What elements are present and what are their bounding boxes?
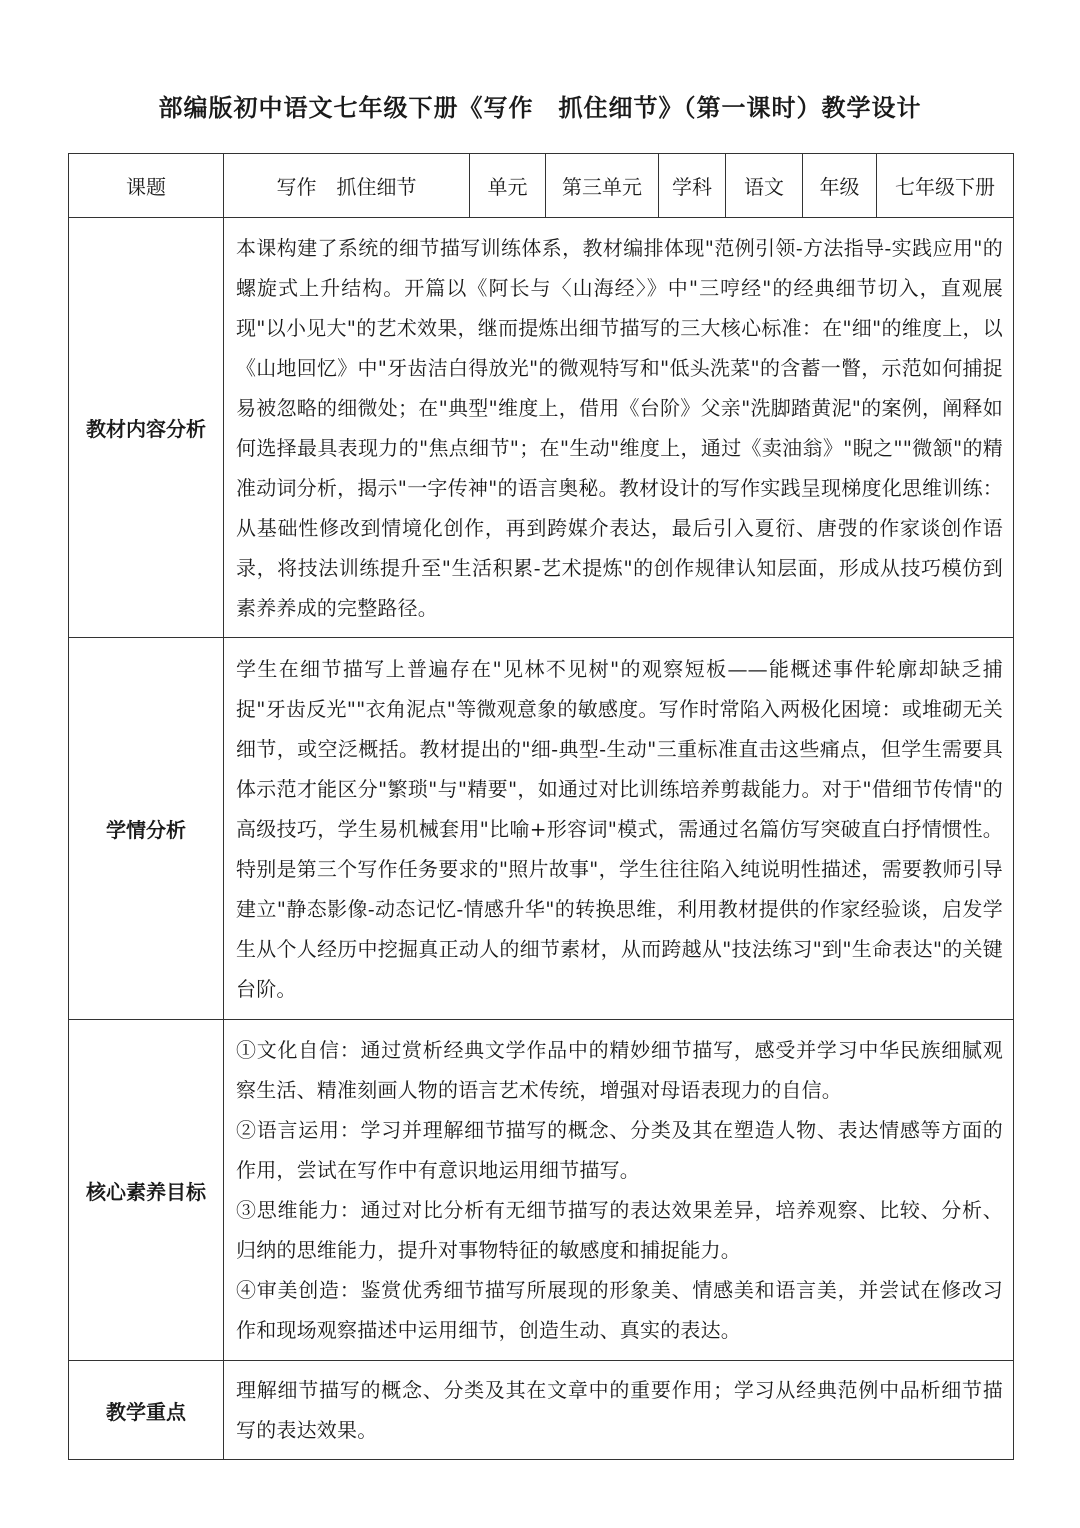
topic-label: 课题 [69, 154, 224, 218]
header-row [69, 154, 1014, 218]
analysis-label: 教材内容分析 [69, 218, 224, 638]
goal-item-language: ②语言运用：学习并理解细节描写的概念、分类及其在塑造人物、表达情感等方面的作用，尝试在写作中有意识地运用细节描写。 [236, 1118, 1003, 1182]
goal-item-culture: ①文化自信：通过赏析经典文学作品中的精妙细节描写，感受并学习中华民族细腻观察生活、精准刻画人物的语言艺术传统，增强对母语表现力的自信。 [236, 1038, 1003, 1102]
focus-label: 教学重点 [69, 1361, 224, 1460]
focus-row [69, 1361, 1014, 1460]
analysis-row [69, 218, 1014, 638]
analysis-text: 本课构建了系统的细节描写训练体系，教材编排体现"范例引领-方法指导-实践应用"的螺旋式上升结构。开篇以《阿长与〈山海经〉》中"三哼经"的经典细节切入，直观展现"以小见大"的艺术效果，继而提炼出细节描写的三大核心标准：在"细"的维度上，以《山地回忆》中"牙齿洁白得放光"的微观特写和"低头洗菜"的含蓄一瞥，示范如何捕捉易被忽略的细微处；在"典型"维度上，借用《台阶》父亲"洗脚踏黄泥"的案例，阐释如何选择最具表现力的"焦点细节"；在"生动"维度上，通过《卖油翁》"睨之""微颔"的精准动词分析，揭示"一字传神"的语言奥秘。教材设计的写作实践呈现梯度化思维训练：从基础性修改到情境化创作，再到跨媒介表达，最后引入夏衍、唐弢的作家谈创作语录，将技法训练提升至"生活积累-艺术提炼"的创作规律认知层面，形成从技巧模仿到素养养成的完整路径。 [236, 235, 1003, 620]
unit-value: 第三单元 [546, 154, 659, 218]
grade-value: 七年级下册 [877, 154, 1014, 218]
goals-label: 核心素养目标 [69, 1020, 224, 1361]
goal-item-thinking: ③思维能力：通过对比分析有无细节描写的表达效果差异，培养观察、比较、分析、归纳的思维能力，提升对事物特征的敏感度和捕捉能力。 [236, 1198, 1003, 1262]
page-title: 部编版初中语文七年级下册《写作 抓住细节》（第一课时）教学设计 [158, 93, 922, 122]
goal-item-aesthetic: ④审美创造：鉴赏优秀细节描写所展现的形象美、情感美和语言美，并尝试在修改习作和现场观察描述中运用细节，创造生动、真实的表达。 [236, 1278, 1003, 1342]
subject-value: 语文 [726, 154, 803, 218]
lesson-plan-table [68, 153, 1014, 1460]
students-text: 学生在细节描写上普遍存在"见林不见树"的观察短板——能概述事件轮廓却缺乏捕捉"牙齿反光""衣角泥点"等微观意象的敏感度。写作时常陷入两极化困境：或堆砌无关细节，或空泛概括。教材提出的"细-典型-生动"三重标准直击这些痛点，但学生需要具体示范才能区分"繁琐"与"精要"，如通过对比训练培养剪裁能力。对于"借细节传情"的高级技巧，学生易机械套用"比喻+形容词"模式，需通过名篇仿写突破直白抒情惯性。特别是第三个写作任务要求的"照片故事"，学生往往陷入纯说明性描述，需要教师引导建立"静态影像-动态记忆-情感升华"的转换思维，利用教材提供的作家经验谈，启发学生从个人经历中挖掘真正动人的细节素材，从而跨越从"技法练习"到"生命表达"的关键台阶。 [236, 656, 1003, 1001]
focus-text: 理解细节描写的概念、分类及其在文章中的重要作用；学习从经典范例中品析细节描写的表达效果。 [236, 1378, 1003, 1442]
unit-label: 单元 [470, 154, 546, 218]
subject-label: 学科 [659, 154, 726, 218]
topic-value: 写作 抓住细节 [224, 154, 470, 218]
grade-label: 年级 [803, 154, 877, 218]
students-label: 学情分析 [69, 638, 224, 1020]
students-row [69, 638, 1014, 1020]
goals-row [69, 1020, 1014, 1361]
